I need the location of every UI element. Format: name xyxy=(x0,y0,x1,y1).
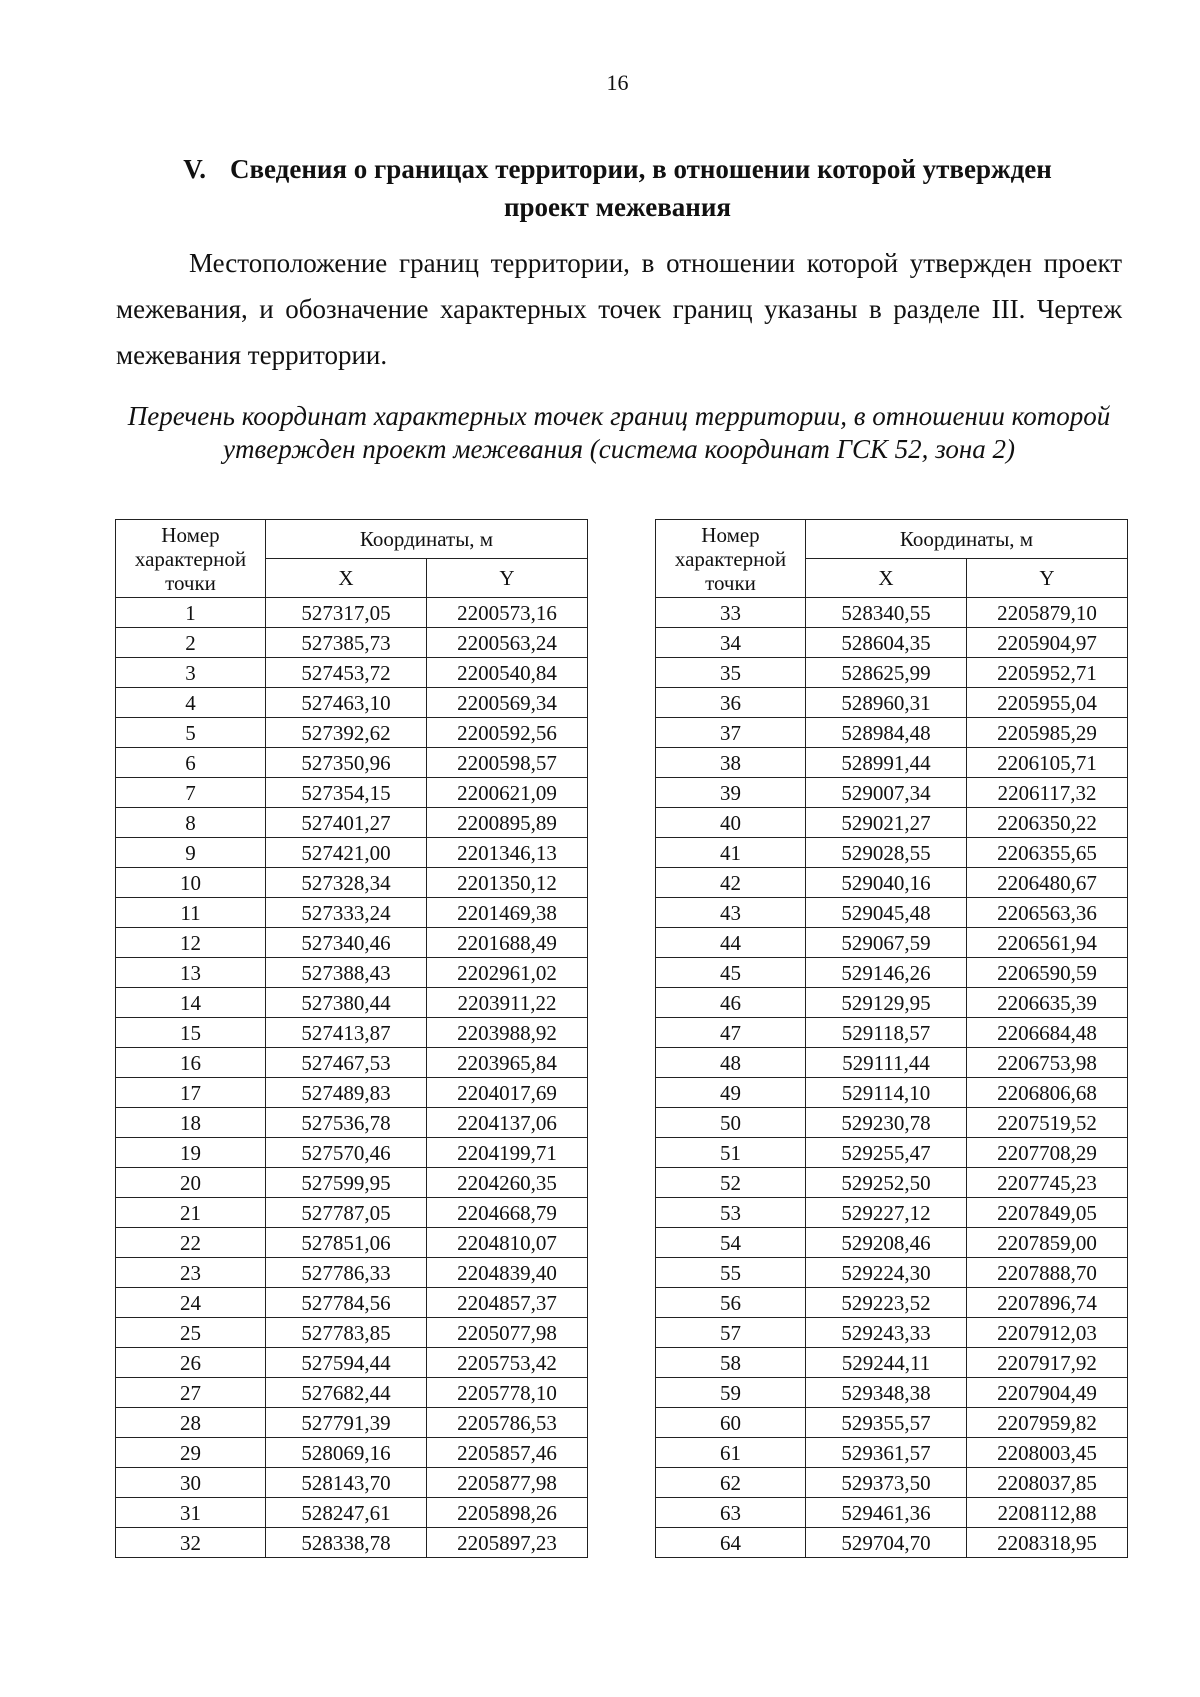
x-coordinate-cell: 528960,31 xyxy=(806,688,967,718)
header-y: Y xyxy=(967,559,1128,598)
x-coordinate-cell: 527354,15 xyxy=(266,778,427,808)
header-point-number: Номер характерной точки xyxy=(656,520,806,598)
x-coordinate-cell: 528069,16 xyxy=(266,1438,427,1468)
point-number-cell: 40 xyxy=(656,808,806,838)
header-point-number: Номер характерной точки xyxy=(116,520,266,598)
point-number-cell: 23 xyxy=(116,1258,266,1288)
table-row xyxy=(116,1258,588,1288)
y-coordinate-cell: 2206561,94 xyxy=(967,928,1128,958)
point-number-cell: 22 xyxy=(116,1228,266,1258)
y-coordinate-cell: 2206590,59 xyxy=(967,958,1128,988)
x-coordinate-cell: 527489,83 xyxy=(266,1078,427,1108)
table-row xyxy=(116,1048,588,1078)
point-number-cell: 51 xyxy=(656,1138,806,1168)
y-coordinate-cell: 2205897,23 xyxy=(427,1528,588,1558)
point-number-cell: 10 xyxy=(116,868,266,898)
table-row xyxy=(656,658,1128,688)
table-row xyxy=(116,1018,588,1048)
table-row xyxy=(116,928,588,958)
x-coordinate-cell: 529244,11 xyxy=(806,1348,967,1378)
x-coordinate-cell: 529224,30 xyxy=(806,1258,967,1288)
y-coordinate-cell: 2200621,09 xyxy=(427,778,588,808)
table-row xyxy=(116,1498,588,1528)
table-row xyxy=(116,688,588,718)
x-coordinate-cell: 527401,27 xyxy=(266,808,427,838)
y-coordinate-cell: 2205778,10 xyxy=(427,1378,588,1408)
point-number-cell: 3 xyxy=(116,658,266,688)
point-number-cell: 18 xyxy=(116,1108,266,1138)
y-coordinate-cell: 2201469,38 xyxy=(427,898,588,928)
point-number-cell: 30 xyxy=(116,1468,266,1498)
x-coordinate-cell: 527385,73 xyxy=(266,628,427,658)
table-row xyxy=(656,1348,1128,1378)
point-number-cell: 39 xyxy=(656,778,806,808)
y-coordinate-cell: 2205077,98 xyxy=(427,1318,588,1348)
table-row xyxy=(656,1408,1128,1438)
point-number-cell: 31 xyxy=(116,1498,266,1528)
table-row xyxy=(656,1438,1128,1468)
y-coordinate-cell: 2206117,32 xyxy=(967,778,1128,808)
x-coordinate-cell: 528143,70 xyxy=(266,1468,427,1498)
y-coordinate-cell: 2205952,71 xyxy=(967,658,1128,688)
table-row xyxy=(116,598,588,628)
point-number-cell: 42 xyxy=(656,868,806,898)
table-row xyxy=(656,688,1128,718)
y-coordinate-cell: 2207888,70 xyxy=(967,1258,1128,1288)
y-coordinate-cell: 2204199,71 xyxy=(427,1138,588,1168)
x-coordinate-cell: 529230,78 xyxy=(806,1108,967,1138)
x-coordinate-cell: 529111,44 xyxy=(806,1048,967,1078)
y-coordinate-cell: 2201350,12 xyxy=(427,868,588,898)
table-row xyxy=(656,598,1128,628)
table-row xyxy=(116,718,588,748)
point-number-cell: 55 xyxy=(656,1258,806,1288)
table-row xyxy=(656,1048,1128,1078)
x-coordinate-cell: 527392,62 xyxy=(266,718,427,748)
table-row xyxy=(116,988,588,1018)
point-number-cell: 47 xyxy=(656,1018,806,1048)
point-number-cell: 58 xyxy=(656,1348,806,1378)
point-number-cell: 16 xyxy=(116,1048,266,1078)
table-row xyxy=(656,868,1128,898)
point-number-cell: 38 xyxy=(656,748,806,778)
y-coordinate-cell: 2205898,26 xyxy=(427,1498,588,1528)
y-coordinate-cell: 2204839,40 xyxy=(427,1258,588,1288)
point-number-cell: 34 xyxy=(656,628,806,658)
table-row xyxy=(116,1438,588,1468)
table-row xyxy=(656,748,1128,778)
x-coordinate-cell: 527787,05 xyxy=(266,1198,427,1228)
point-number-cell: 56 xyxy=(656,1288,806,1318)
y-coordinate-cell: 2207745,23 xyxy=(967,1168,1128,1198)
table-row xyxy=(656,1288,1128,1318)
y-coordinate-cell: 2207896,74 xyxy=(967,1288,1128,1318)
y-coordinate-cell: 2204668,79 xyxy=(427,1198,588,1228)
point-number-cell: 33 xyxy=(656,598,806,628)
y-coordinate-cell: 2206355,65 xyxy=(967,838,1128,868)
table-row xyxy=(116,898,588,928)
point-number-cell: 19 xyxy=(116,1138,266,1168)
table-row xyxy=(116,1138,588,1168)
y-coordinate-cell: 2205786,53 xyxy=(427,1408,588,1438)
point-number-cell: 13 xyxy=(116,958,266,988)
y-coordinate-cell: 2203965,84 xyxy=(427,1048,588,1078)
x-coordinate-cell: 529373,50 xyxy=(806,1468,967,1498)
table-row xyxy=(656,1498,1128,1528)
y-coordinate-cell: 2201346,13 xyxy=(427,838,588,868)
point-number-cell: 43 xyxy=(656,898,806,928)
y-coordinate-cell: 2206806,68 xyxy=(967,1078,1128,1108)
y-coordinate-cell: 2208037,85 xyxy=(967,1468,1128,1498)
x-coordinate-cell: 529118,57 xyxy=(806,1018,967,1048)
header-coordinates: Координаты, м xyxy=(266,520,588,559)
table-row xyxy=(116,658,588,688)
x-coordinate-cell: 529129,95 xyxy=(806,988,967,1018)
point-number-cell: 15 xyxy=(116,1018,266,1048)
x-coordinate-cell: 527467,53 xyxy=(266,1048,427,1078)
point-number-cell: 6 xyxy=(116,748,266,778)
y-coordinate-cell: 2200569,34 xyxy=(427,688,588,718)
table-row xyxy=(116,778,588,808)
x-coordinate-cell: 529028,55 xyxy=(806,838,967,868)
table-row xyxy=(116,1408,588,1438)
body-paragraph: Местоположение границ территории, в отношении которой утвержден проект межевания, и обозначение характерных точек границ указаны в разделе III. Чертеж межевания территории. xyxy=(116,248,1122,370)
y-coordinate-cell: 2206684,48 xyxy=(967,1018,1128,1048)
x-coordinate-cell: 528625,99 xyxy=(806,658,967,688)
y-coordinate-cell: 2201688,49 xyxy=(427,928,588,958)
x-coordinate-cell: 527413,87 xyxy=(266,1018,427,1048)
table-row xyxy=(116,838,588,868)
x-coordinate-cell: 527350,96 xyxy=(266,748,427,778)
table-row xyxy=(656,898,1128,928)
y-coordinate-cell: 2204260,35 xyxy=(427,1168,588,1198)
x-coordinate-cell: 527333,24 xyxy=(266,898,427,928)
table-row xyxy=(116,1468,588,1498)
table-row xyxy=(116,808,588,838)
header-x: X xyxy=(806,559,967,598)
point-number-cell: 45 xyxy=(656,958,806,988)
x-coordinate-cell: 527453,72 xyxy=(266,658,427,688)
point-number-cell: 50 xyxy=(656,1108,806,1138)
point-number-cell: 61 xyxy=(656,1438,806,1468)
table-row xyxy=(656,1258,1128,1288)
point-number-cell: 9 xyxy=(116,838,266,868)
point-number-cell: 63 xyxy=(656,1498,806,1528)
point-number-cell: 7 xyxy=(116,778,266,808)
point-number-cell: 52 xyxy=(656,1168,806,1198)
y-coordinate-cell: 2205857,46 xyxy=(427,1438,588,1468)
point-number-cell: 25 xyxy=(116,1318,266,1348)
point-number-cell: 48 xyxy=(656,1048,806,1078)
y-coordinate-cell: 2207708,29 xyxy=(967,1138,1128,1168)
x-coordinate-cell: 528247,61 xyxy=(266,1498,427,1528)
point-number-cell: 11 xyxy=(116,898,266,928)
y-coordinate-cell: 2207519,52 xyxy=(967,1108,1128,1138)
x-coordinate-cell: 529146,26 xyxy=(806,958,967,988)
y-coordinate-cell: 2206480,67 xyxy=(967,868,1128,898)
x-coordinate-cell: 528991,44 xyxy=(806,748,967,778)
point-number-cell: 62 xyxy=(656,1468,806,1498)
y-coordinate-cell: 2208003,45 xyxy=(967,1438,1128,1468)
y-coordinate-cell: 2204017,69 xyxy=(427,1078,588,1108)
x-coordinate-cell: 529045,48 xyxy=(806,898,967,928)
y-coordinate-cell: 2200563,24 xyxy=(427,628,588,658)
y-coordinate-cell: 2204857,37 xyxy=(427,1288,588,1318)
table-row xyxy=(656,988,1128,1018)
table-row xyxy=(116,1378,588,1408)
point-number-cell: 36 xyxy=(656,688,806,718)
y-coordinate-cell: 2206105,71 xyxy=(967,748,1128,778)
point-number-cell: 57 xyxy=(656,1318,806,1348)
x-coordinate-cell: 527851,06 xyxy=(266,1228,427,1258)
y-coordinate-cell: 2207912,03 xyxy=(967,1318,1128,1348)
point-number-cell: 1 xyxy=(116,598,266,628)
x-coordinate-cell: 529040,16 xyxy=(806,868,967,898)
x-coordinate-cell: 529223,52 xyxy=(806,1288,967,1318)
table-row xyxy=(116,1288,588,1318)
table-caption: Перечень координат характерных точек границ территории, в отношении которой утвержден проект межевания (система координат ГСК 52, зона 2) xyxy=(127,401,1111,464)
point-number-cell: 8 xyxy=(116,808,266,838)
table-row xyxy=(656,1228,1128,1258)
x-coordinate-cell: 527421,00 xyxy=(266,838,427,868)
point-number-cell: 64 xyxy=(656,1528,806,1558)
x-coordinate-cell: 529208,46 xyxy=(806,1228,967,1258)
x-coordinate-cell: 528340,55 xyxy=(806,598,967,628)
x-coordinate-cell: 529021,27 xyxy=(806,808,967,838)
x-coordinate-cell: 529067,59 xyxy=(806,928,967,958)
table-row xyxy=(656,958,1128,988)
coordinates-table-left xyxy=(115,519,588,1558)
y-coordinate-cell: 2207917,92 xyxy=(967,1348,1128,1378)
point-number-cell: 35 xyxy=(656,658,806,688)
table-row xyxy=(116,1228,588,1258)
x-coordinate-cell: 527682,44 xyxy=(266,1378,427,1408)
x-coordinate-cell: 527570,46 xyxy=(266,1138,427,1168)
y-coordinate-cell: 2200573,16 xyxy=(427,598,588,628)
table-row xyxy=(116,1168,588,1198)
point-number-cell: 14 xyxy=(116,988,266,1018)
x-coordinate-cell: 529255,47 xyxy=(806,1138,967,1168)
y-coordinate-cell: 2200592,56 xyxy=(427,718,588,748)
x-coordinate-cell: 527536,78 xyxy=(266,1108,427,1138)
table-row xyxy=(116,748,588,778)
y-coordinate-cell: 2205877,98 xyxy=(427,1468,588,1498)
point-number-cell: 5 xyxy=(116,718,266,748)
y-coordinate-cell: 2204810,07 xyxy=(427,1228,588,1258)
y-coordinate-cell: 2203911,22 xyxy=(427,988,588,1018)
x-coordinate-cell: 527784,56 xyxy=(266,1288,427,1318)
table-row xyxy=(116,1198,588,1228)
table-row xyxy=(116,628,588,658)
table-row xyxy=(656,1138,1128,1168)
x-coordinate-cell: 527786,33 xyxy=(266,1258,427,1288)
point-number-cell: 24 xyxy=(116,1288,266,1318)
point-number-cell: 4 xyxy=(116,688,266,718)
point-number-cell: 2 xyxy=(116,628,266,658)
point-number-cell: 29 xyxy=(116,1438,266,1468)
section-number: V. xyxy=(183,154,206,184)
x-coordinate-cell: 527594,44 xyxy=(266,1348,427,1378)
x-coordinate-cell: 527783,85 xyxy=(266,1318,427,1348)
table-row xyxy=(656,1318,1128,1348)
x-coordinate-cell: 528604,35 xyxy=(806,628,967,658)
y-coordinate-cell: 2203988,92 xyxy=(427,1018,588,1048)
x-coordinate-cell: 527328,34 xyxy=(266,868,427,898)
x-coordinate-cell: 529361,57 xyxy=(806,1438,967,1468)
y-coordinate-cell: 2207849,05 xyxy=(967,1198,1128,1228)
table-row xyxy=(656,1528,1128,1558)
y-coordinate-cell: 2200598,57 xyxy=(427,748,588,778)
table-row xyxy=(656,778,1128,808)
table-row xyxy=(116,1318,588,1348)
point-number-cell: 32 xyxy=(116,1528,266,1558)
coordinates-table-right xyxy=(655,519,1128,1558)
y-coordinate-cell: 2204137,06 xyxy=(427,1108,588,1138)
y-coordinate-cell: 2200540,84 xyxy=(427,658,588,688)
x-coordinate-cell: 527463,10 xyxy=(266,688,427,718)
point-number-cell: 54 xyxy=(656,1228,806,1258)
x-coordinate-cell: 529348,38 xyxy=(806,1378,967,1408)
header-coordinates: Координаты, м xyxy=(806,520,1128,559)
table-row xyxy=(656,1468,1128,1498)
table-row xyxy=(656,1018,1128,1048)
x-coordinate-cell: 529243,33 xyxy=(806,1318,967,1348)
y-coordinate-cell: 2208318,95 xyxy=(967,1528,1128,1558)
point-number-cell: 60 xyxy=(656,1408,806,1438)
table-row xyxy=(656,628,1128,658)
point-number-cell: 26 xyxy=(116,1348,266,1378)
point-number-cell: 28 xyxy=(116,1408,266,1438)
x-coordinate-cell: 527791,39 xyxy=(266,1408,427,1438)
table-row xyxy=(116,1528,588,1558)
table-row xyxy=(656,1198,1128,1228)
header-y: Y xyxy=(427,559,588,598)
x-coordinate-cell: 529227,12 xyxy=(806,1198,967,1228)
y-coordinate-cell: 2205753,42 xyxy=(427,1348,588,1378)
y-coordinate-cell: 2208112,88 xyxy=(967,1498,1128,1528)
table-row xyxy=(656,838,1128,868)
table-row xyxy=(656,928,1128,958)
x-coordinate-cell: 528984,48 xyxy=(806,718,967,748)
y-coordinate-cell: 2205904,97 xyxy=(967,628,1128,658)
point-number-cell: 44 xyxy=(656,928,806,958)
x-coordinate-cell: 528338,78 xyxy=(266,1528,427,1558)
y-coordinate-cell: 2206635,39 xyxy=(967,988,1128,1018)
x-coordinate-cell: 527340,46 xyxy=(266,928,427,958)
x-coordinate-cell: 529252,50 xyxy=(806,1168,967,1198)
point-number-cell: 20 xyxy=(116,1168,266,1198)
y-coordinate-cell: 2205985,29 xyxy=(967,718,1128,748)
y-coordinate-cell: 2200895,89 xyxy=(427,808,588,838)
table-row xyxy=(116,1348,588,1378)
point-number-cell: 46 xyxy=(656,988,806,1018)
table-row xyxy=(116,1078,588,1108)
table-row xyxy=(656,1168,1128,1198)
point-number-cell: 21 xyxy=(116,1198,266,1228)
table-row xyxy=(656,808,1128,838)
y-coordinate-cell: 2206753,98 xyxy=(967,1048,1128,1078)
table-row xyxy=(116,868,588,898)
point-number-cell: 17 xyxy=(116,1078,266,1108)
x-coordinate-cell: 529704,70 xyxy=(806,1528,967,1558)
y-coordinate-cell: 2205955,04 xyxy=(967,688,1128,718)
y-coordinate-cell: 2207859,00 xyxy=(967,1228,1128,1258)
table-row xyxy=(116,958,588,988)
point-number-cell: 49 xyxy=(656,1078,806,1108)
header-x: X xyxy=(266,559,427,598)
x-coordinate-cell: 527599,95 xyxy=(266,1168,427,1198)
y-coordinate-cell: 2202961,02 xyxy=(427,958,588,988)
x-coordinate-cell: 529007,34 xyxy=(806,778,967,808)
y-coordinate-cell: 2206563,36 xyxy=(967,898,1128,928)
page-number: 16 xyxy=(606,70,629,95)
x-coordinate-cell: 529461,36 xyxy=(806,1498,967,1528)
x-coordinate-cell: 529355,57 xyxy=(806,1408,967,1438)
x-coordinate-cell: 527317,05 xyxy=(266,598,427,628)
y-coordinate-cell: 2206350,22 xyxy=(967,808,1128,838)
point-number-cell: 37 xyxy=(656,718,806,748)
point-number-cell: 41 xyxy=(656,838,806,868)
table-row xyxy=(656,1078,1128,1108)
point-number-cell: 59 xyxy=(656,1378,806,1408)
table-row xyxy=(656,1378,1128,1408)
y-coordinate-cell: 2207904,49 xyxy=(967,1378,1128,1408)
table-row xyxy=(656,718,1128,748)
x-coordinate-cell: 527380,44 xyxy=(266,988,427,1018)
table-row xyxy=(656,1108,1128,1138)
y-coordinate-cell: 2205879,10 xyxy=(967,598,1128,628)
x-coordinate-cell: 527388,43 xyxy=(266,958,427,988)
x-coordinate-cell: 529114,10 xyxy=(806,1078,967,1108)
table-row xyxy=(116,1108,588,1138)
point-number-cell: 27 xyxy=(116,1378,266,1408)
y-coordinate-cell: 2207959,82 xyxy=(967,1408,1128,1438)
point-number-cell: 12 xyxy=(116,928,266,958)
section-title-text: Сведения о границах территории, в отношении которой утвержден проект межевания xyxy=(229,154,1052,222)
section-title xyxy=(150,150,1085,226)
point-number-cell: 53 xyxy=(656,1198,806,1228)
